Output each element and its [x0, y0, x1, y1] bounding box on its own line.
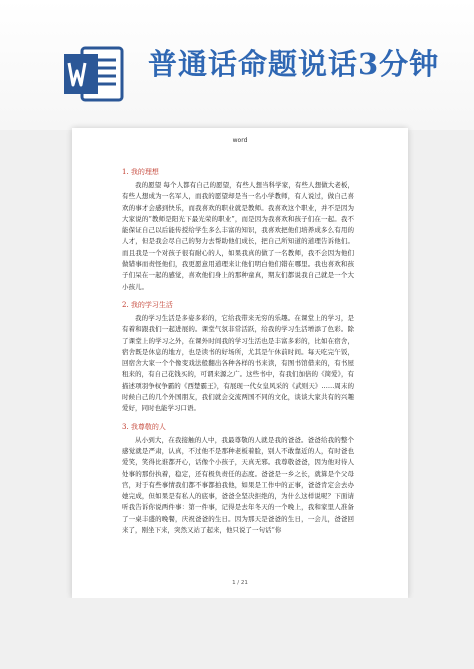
section-my-ideal — [122, 166, 354, 293]
page-header-label: word — [232, 137, 248, 144]
section-paragraph: 我的学习生活是多姿多彩的，它给我带来无穷的乐趣。在课堂上的学习，是有着和跟我们一起进展的。课堂气氛非常活跃，给我的学习生活增添了色彩。除了课堂上的学习之外，在课外时间我的学习生活也是丰富多彩的，比如在宿舍，宿舍既是休息的地方，也是读书的好场所，尤其是午休前时间。每天吃完午饭，回宿舍大家一个个像变戏法般翻出各种各样的书来读，有图书馆借来的，有书屋租来的，有自己花钱买的，可谓来源之广。这些书中，有我们加倍的《简爱》，有描述项羽争权争霸的《西楚霸王》，有展现一代女皇风采的《武则天》……周末的时候自己的几个外国朋友，我们就会交流两国不同的文化，谈谈大家共有的兴趣爱好，同时也能学习口语。 — [122, 313, 354, 413]
word-document-icon — [60, 40, 128, 108]
section-title: 3. 我尊敬的人 — [122, 422, 166, 431]
section-paragraph: 从小到大，在我接触的人中，我最尊敬的人就是我的爸爸。爸爸给我的整个感觉就是严肃，认真，不过他不是那种老板着脸，别人不敢靠近的人，有时爸也爱笑，笑得比谁都开心，话像个小孩子，天真无邪。我尊敬爸爸，因为他对待人处事的那份执着，稳定，还有极负责任的态度。爸爸是一乡之长，就算是个父母官，对于有些事情我们都不事都拍我他，如果是工作中的正事，爸爸肯定会去办她完成，但如果是有私人的底事，爸爸全坚决拒绝的，为什么这样说呢？下面请听我告诉你说两件事：第一件事，记得是去年冬天的一个晚上，我和家里人准备了一桌丰盛的晚餐，庆祝爸爸的生日。因为那天是爸爸的生日，一会儿，爸爸回来了，刚坐下来，突然又站了起来，他只说了一句话“你 — [122, 435, 354, 535]
section-my-study-life — [122, 299, 354, 415]
section-title: 1. 我的理想 — [122, 168, 159, 176]
section-paragraph: 我的愿望 每个人都有自己的愿望，有些人想当科学家，有些人想做大老板，有些人想成为一名军人，而我的愿望却是当一名小学教师，有人说过，做自己喜欢的事才会感到快乐，而我喜欢的职业就是教师。我喜欢这个职业，并不是因为大家说的“教师是阳光下最光荣的职业”，而是因为我喜欢和孩子们在一起。我不能保证自己以后能传授给学生多么丰富的知识，我喜欢把他们培养成多么有用的人才，但是我会尽自己的努力去帮助他们成长，把自己所知道的道理告诉他们。而且我是一个对孩子很有耐心的人，如果我真的做了一名教师，我不会因为他们做错事而责怪他们，我更愿意用道理来让他们明白他们错在哪里。我也喜欢和孩子们呆在一起的感觉，喜欢他们身上的那种童真，期友们都说我自己就是一个大小孩儿。 — [122, 181, 354, 291]
document-header — [0, 0, 474, 130]
page-content — [122, 166, 354, 542]
document-page-preview — [72, 128, 408, 598]
document-title: 普通话命题说话3分钟 — [148, 47, 440, 81]
background-footer — [0, 598, 474, 669]
section-title: 2. 我的学习生活 — [122, 300, 173, 309]
section-person-i-respect — [122, 421, 354, 537]
page-number: 1 / 21 — [232, 580, 248, 586]
